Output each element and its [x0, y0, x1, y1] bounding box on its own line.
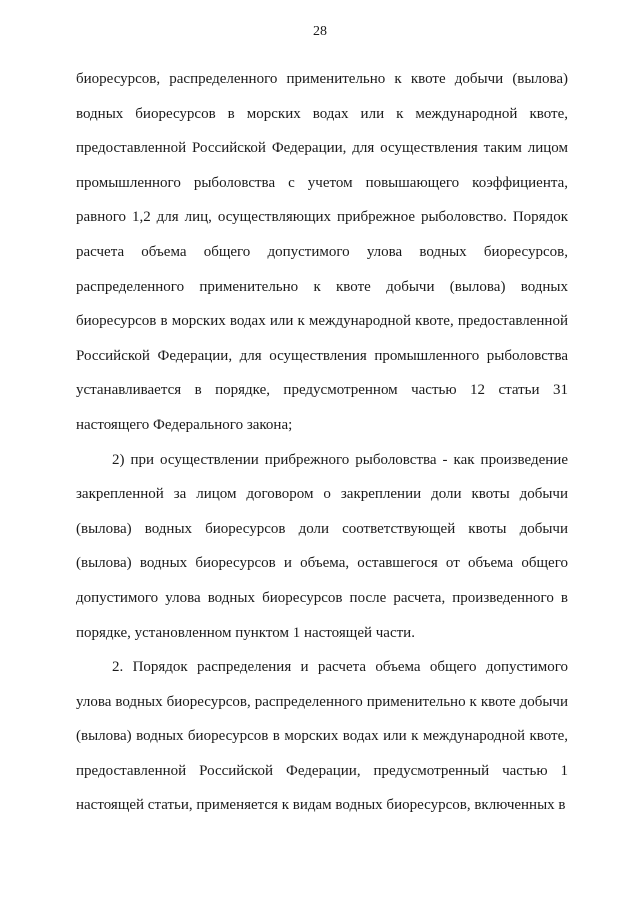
paragraph-continuation: биоресурсов, распределенного применительно к квоте добычи (вылова) водных биоресурсов в морских водах или к международной квоте, предоставленной Российской Федерации, для осуществления таким лицом промышленного рыболовства с учетом повышающего коэффициента, равного 1,2 для лиц, осуществляющих прибрежное рыболовство. Порядок расчета объема общего допустимого улова водных биоресурсов, распределенного применительно к квоте добычи (вылова) водных биоресурсов в морских водах или к международной квоте, предоставленной Российской Федерации, для осуществления промышленного рыболовства устанавливается в порядке, предусмотренном частью 12 статьи 31 настоящего Федерального закона;: [76, 71, 568, 433]
paragraph-part-2: 2. Порядок распределения и расчета объема общего допустимого улова водных биоресурсов, распределенного применительно к квоте добычи (вылова) водных биоресурсов в морских водах или к международной квоте, предоставленной Российской Федерации, предусмотренный частью 1 настоящей статьи, применяется к видам водных биоресурсов, включенных в: [76, 659, 568, 814]
page-number: 28: [313, 24, 327, 39]
paragraph-item-2: 2) при осуществлении прибрежного рыболовства - как произведение закрепленной за лицом договором о закреплении доли квоты добычи (вылова) водных биоресурсов доли соответствующей квоты добычи (вылова) водных биоресурсов и объема, оставшегося от объема общего допустимого улова водных биоресурсов после расчета, произведенного в порядке, установленном пунктом 1 настоящей части.: [76, 451, 568, 641]
document-body: [76, 62, 568, 823]
